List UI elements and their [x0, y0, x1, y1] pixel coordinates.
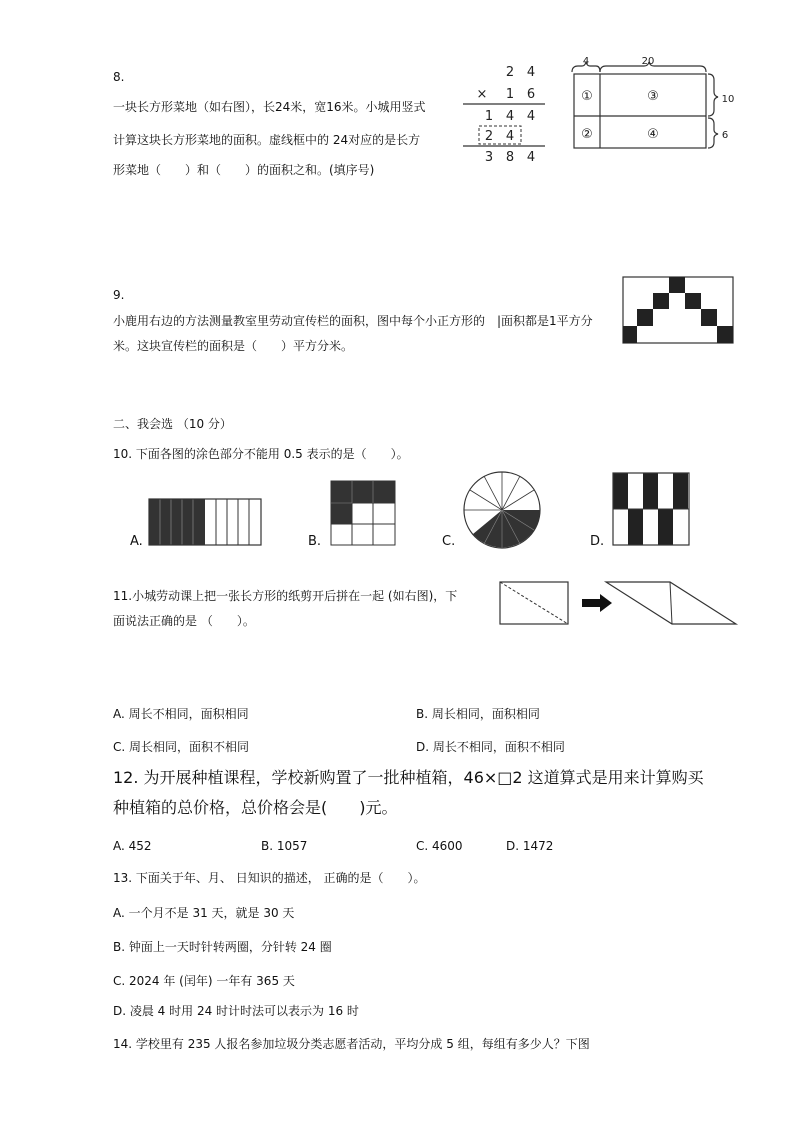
calc-digit: 4 — [526, 150, 536, 165]
q9-number: 9. — [113, 288, 125, 302]
q9-text-line1: 小鹿用右边的方法测量教室里劳动宣传栏的面积，图中每个小正方形的 |面积都是1平方分 — [113, 314, 593, 328]
calc-digit: 4 — [505, 129, 515, 144]
q12-option-b: B. 1057 — [261, 839, 308, 853]
q8-rect-diagram — [568, 56, 738, 150]
q12-text-line2: 种植箱的总价格，总价格会是( )元。 — [113, 798, 398, 817]
calc-digit: 4 — [526, 65, 536, 80]
q8-text-line2: 计算这块长方形菜地的面积。虚线框中的 24对应的是长方 — [113, 133, 421, 147]
q11-option-b: B. 周长相同，面积相同 — [416, 707, 540, 721]
q11-text-line2: 面说法正确的是 （ ）。 — [113, 614, 255, 628]
q12-text-line1: 12. 为开展种植课程，学校新购置了一批种植箱，46×□2 这道算式是用来计算购买 — [113, 768, 704, 787]
calc-digit: 1 — [484, 109, 494, 124]
q13-text: 13. 下面关于年、月、 日知识的描述， 正确的是（ ）。 — [113, 871, 426, 885]
arrow-right-icon — [582, 594, 612, 612]
q10-figure-c — [462, 470, 542, 550]
q11-cut-figure — [498, 580, 742, 628]
q14-text: 14. 学校里有 235 人报名参加垃圾分类志愿者活动，平均分成 5 组，每组有多少人？下图 — [113, 1037, 590, 1051]
calc-digit: 4 — [505, 109, 515, 124]
q9-text-line2: 米。这块宣传栏的面积是（ ）平方分米。 — [113, 339, 354, 353]
q11-text-line1: 11.小城劳动课上把一张长方形的纸剪开后拼在一起 (如右图)，下 — [113, 589, 458, 603]
region-label: ③ — [647, 89, 659, 104]
q13-option-d: D. 凌晨 4 时用 24 时计时法可以表示为 16 时 — [113, 1004, 359, 1018]
q12-option-d: D. 1472 — [506, 839, 554, 853]
q10-figure-d — [612, 472, 690, 546]
q11-option-d: D. 周长不相同，面积不相同 — [416, 740, 565, 754]
calc-digit: 2 — [505, 65, 515, 80]
q13-option-c: C. 2024 年 (闰年) 一年有 365 天 — [113, 974, 295, 988]
dim-label: 20 — [641, 56, 655, 67]
q13-option-a: A. 一个月不是 31 天，就是 30 天 — [113, 906, 295, 920]
dim-label: 10 — [721, 94, 735, 105]
q10-figure-a — [148, 498, 262, 546]
q13-option-b: B. 钟面上一天时针转两圈，分针转 24 圈 — [113, 940, 332, 954]
region-label: ① — [581, 89, 593, 104]
dim-label: 6 — [721, 130, 729, 141]
calc-digit: 8 — [505, 150, 515, 165]
dim-label: 4 — [582, 56, 590, 67]
q10-option-b-label: B. — [308, 534, 322, 549]
q8-number: 8. — [113, 70, 125, 84]
calc-digit: 3 — [484, 150, 494, 165]
calc-digit: 2 — [484, 129, 494, 144]
section-title: 二、我会选 （10 分） — [113, 417, 232, 431]
q9-grid-figure — [622, 276, 734, 344]
times-sign: × — [476, 87, 488, 102]
q10-figure-b — [330, 480, 396, 546]
calc-digit: 1 — [505, 87, 515, 102]
q8-text-line3: 形菜地（ ）和（ ）的面积之和。(填序号) — [113, 163, 375, 177]
calc-digit: 4 — [526, 109, 536, 124]
calc-digit: 6 — [526, 87, 536, 102]
q11-option-a: A. 周长不相同，面积相同 — [113, 707, 249, 721]
q8-text-line1: 一块长方形菜地（如右图），长24米，宽16米。小城用竖式 — [113, 100, 426, 114]
q10-option-a-label: A. — [130, 534, 143, 549]
q10-text: 10. 下面各图的涂色部分不能用 0.5 表示的是（ ）。 — [113, 447, 409, 461]
q12-option-c: C. 4600 — [416, 839, 463, 853]
region-label: ② — [581, 127, 593, 142]
q10-option-c-label: C. — [442, 534, 456, 549]
q10-option-d-label: D. — [590, 534, 605, 549]
q8-vertical-calc — [455, 58, 555, 168]
q12-option-a: A. 452 — [113, 839, 152, 853]
region-label: ④ — [647, 127, 659, 142]
q11-option-c: C. 周长相同，面积不相同 — [113, 740, 250, 754]
